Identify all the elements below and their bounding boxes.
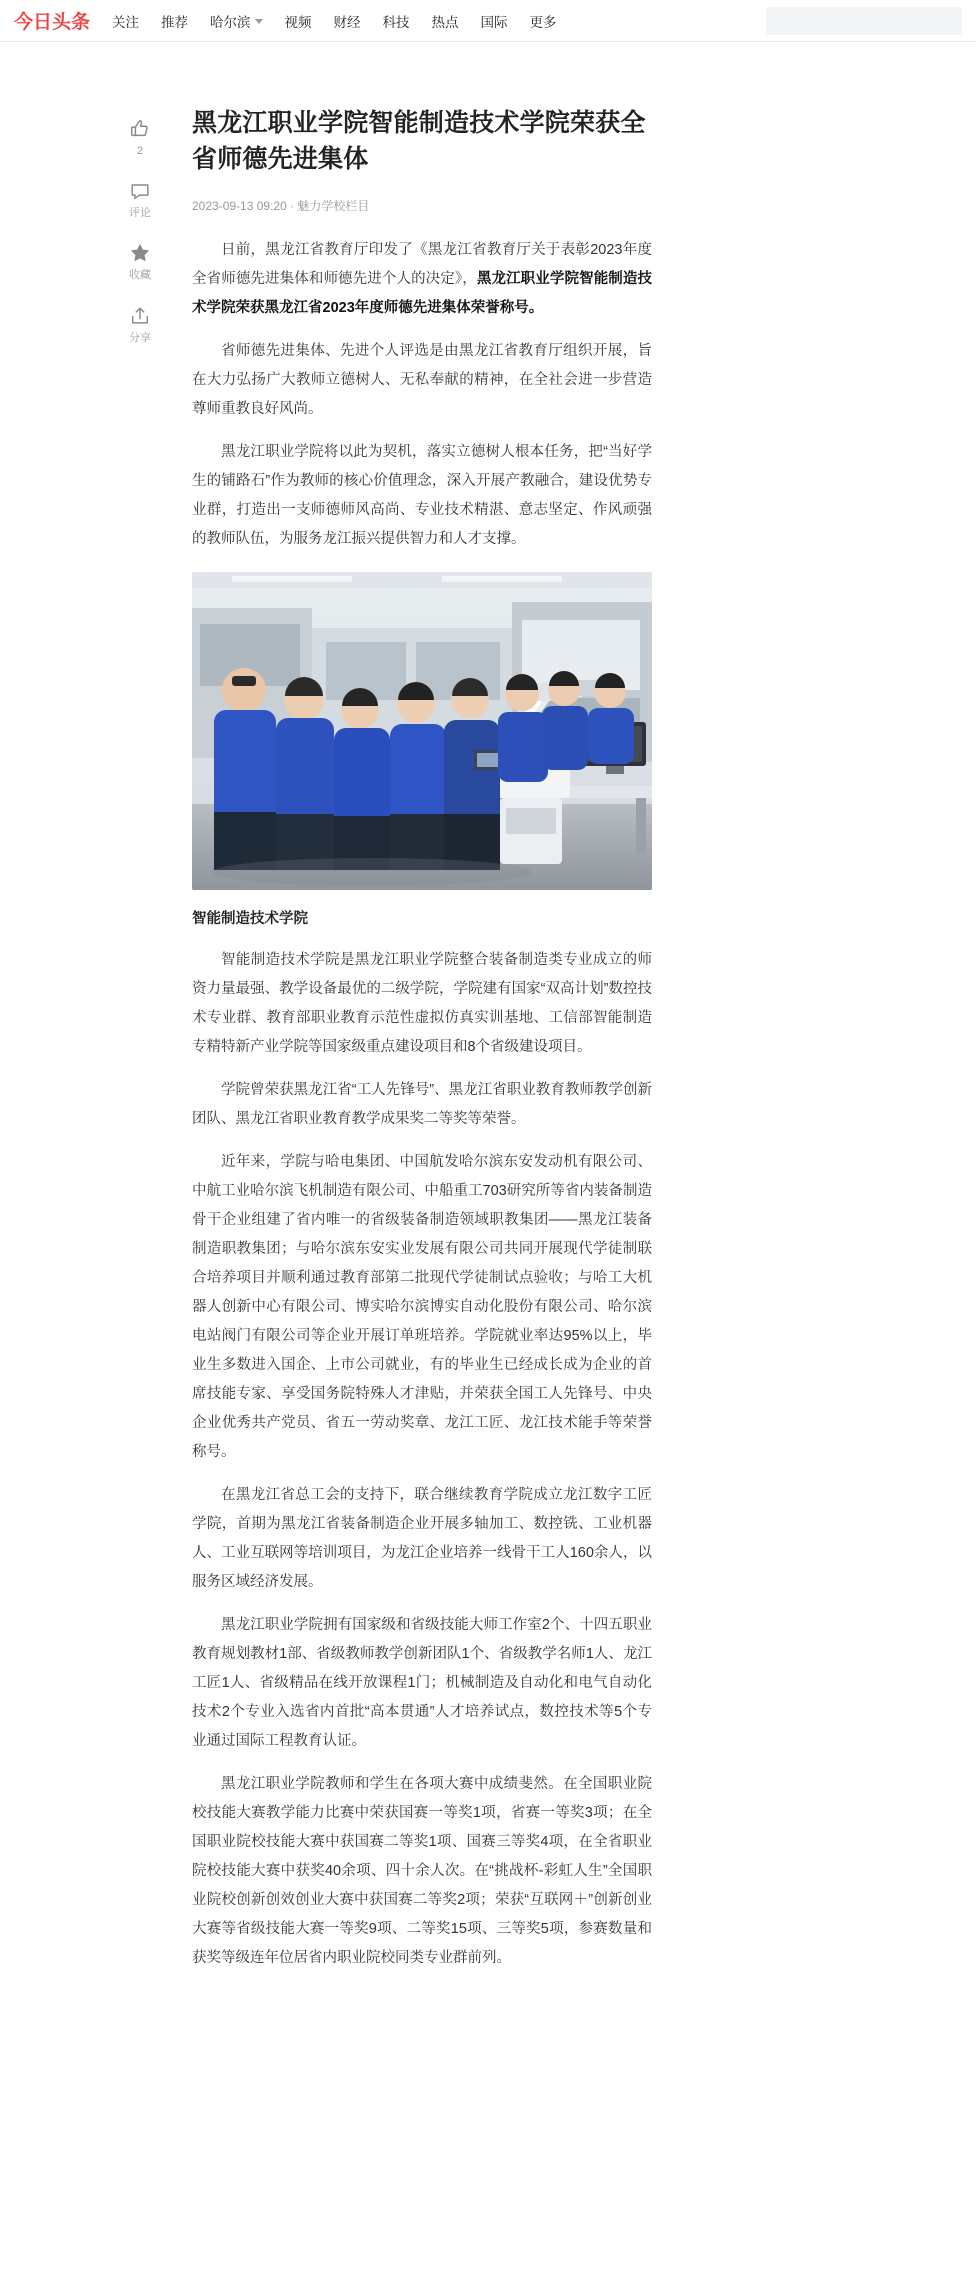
nav-item-6[interactable] xyxy=(432,11,459,31)
nav-item-3[interactable] xyxy=(285,11,312,31)
share-icon xyxy=(127,303,153,329)
nav-item-label: 视频 xyxy=(284,14,312,30)
nav-item-label: 哈尔滨 xyxy=(210,14,251,30)
paragraph-text: 智能制造技术学院是黑龙江职业学院整合装备制造类专业成立的师资力量最强、教学设备最优的二级学院，学院建有国家“双高计划”数控技术专业群、教育部职业教育示范性虚拟仿真实训基地、工信部智能制造专精特新产业学院等国家级重点建设项目和8个省级建设项目。 xyxy=(192,952,652,1056)
nav-item-label: 财经 xyxy=(333,14,361,30)
nav-item-4[interactable] xyxy=(334,11,361,31)
favorite-label: 收藏 xyxy=(129,269,151,282)
article-paragraph xyxy=(192,337,652,424)
article-paragraph xyxy=(192,236,652,323)
nav-item-label: 国际 xyxy=(480,14,508,30)
search-input[interactable] xyxy=(766,7,962,35)
nav-item-label: 热点 xyxy=(431,14,459,30)
action-rail xyxy=(117,116,163,345)
article-photo xyxy=(192,572,652,890)
article-paragraph xyxy=(192,1770,652,1973)
comment-label: 评论 xyxy=(129,207,151,220)
paragraph-text: 黑龙江职业学院拥有国家级和省级技能大师工作室2个、十四五职业教育规划教材1部、省级教师教学创新团队1个、省级教学名师1人、龙江工匠1人、省级精品在线开放课程1门；机械制造及自动化和电气自动化技术2个专业入选省内首批“高本贯通”人才培养试点，数控技术等5个专业通过国际工程教育认证。 xyxy=(192,1617,652,1750)
nav-item-5[interactable] xyxy=(383,11,410,31)
nav-item-2[interactable] xyxy=(210,11,263,31)
star-icon xyxy=(127,240,153,266)
paragraph-text: 学院曾荣获黑龙江省“工人先锋号”、黑龙江省职业教育教师教学创新团队、黑龙江省职业教育教学成果奖二等奖等荣誉。 xyxy=(192,1082,652,1128)
paragraph-emphasis: 黑龙江职业学院智能制造技术学院荣获黑龙江省2023年度师德先进集体荣誉称号。 xyxy=(192,271,653,316)
article-paragraph xyxy=(192,1611,652,1756)
article-paragraph xyxy=(192,1148,652,1467)
like-count: 2 xyxy=(136,145,144,157)
paragraph-text: 在黑龙江省总工会的支持下，联合继续教育学院成立龙江数字工匠学院，首期为黑龙江省装备制造企业开展多轴加工、数控铣、工业机器人、工业互联网等培训项目，为龙江企业培养一线骨干工人160余人，以服务区域经济发展。 xyxy=(192,1487,652,1591)
thumbs-up-icon xyxy=(127,116,153,142)
top-navigation-bar xyxy=(0,0,976,42)
share-button[interactable] xyxy=(127,303,153,345)
comment-button[interactable] xyxy=(127,178,153,220)
paragraph-text: 近年来，学院与哈电集团、中国航发哈尔滨东安发动机有限公司、中航工业哈尔滨飞机制造有限公司、中船重工703研究所等省内装备制造骨干企业组建了省内唯一的省级装备制造领域职教集团——黑龙江装备制造职教集团；与哈尔滨东安实业发展有限公司共同开展现代学徒制联合培养项目并顺利通过教育部第二批现代学徒制试点验收；与哈工大机器人创新中心有限公司、博实哈尔滨博实自动化股份有限公司、哈尔滨电站阀门有限公司等企业开展订单班培养。学院就业率达95%以上，毕业生多数进入国企、上市公司就业，有的毕业生已经成长成为企业的首席技能专家、享受国务院特殊人才津贴，并荣获全国工人先锋号、中央企业优秀共产党员、省五一劳动奖章、龙江工匠、龙江技术能手等荣誉称号。 xyxy=(192,1154,652,1461)
nav-item-0[interactable] xyxy=(112,11,139,31)
like-button[interactable] xyxy=(127,116,153,158)
site-logo[interactable]: 今日头条 xyxy=(14,12,91,33)
nav-item-label: 关注 xyxy=(112,14,140,30)
article-paragraphs-before-figure xyxy=(192,236,652,554)
paragraph-text: 日前，黑龙江省教育厅印发了《黑龙江省教育厅关于表彰2023年度全省师德先进集体和师德先进个人的决定》， xyxy=(192,242,652,287)
article-meta: 2023-09-13 09:20 · 魅力学校栏目 xyxy=(192,199,370,213)
page-title: 黑龙江职业学院智能制造技术学院荣获全省师德先进集体 xyxy=(192,109,646,173)
nav-item-1[interactable] xyxy=(161,11,188,31)
article-body xyxy=(192,42,652,1973)
nav-list xyxy=(112,11,557,31)
favorite-button[interactable] xyxy=(127,240,153,282)
nav-item-8[interactable] xyxy=(530,11,557,31)
article-paragraph xyxy=(192,438,652,554)
nav-item-label: 更多 xyxy=(529,14,557,30)
nav-item-label: 科技 xyxy=(382,14,410,30)
paragraph-text: 黑龙江职业学院将以此为契机，落实立德树人根本任务，把“当好学生的铺路石”作为教师的核心价值理念，深入开展产教融合，建设优势专业群，打造出一支师德师风高尚、专业技术精湛、意志坚定、作风顽强的教师队伍，为服务龙江振兴提供智力和人才支撑。 xyxy=(192,444,652,547)
article-paragraph xyxy=(192,1076,652,1134)
share-label: 分享 xyxy=(129,331,151,344)
nav-item-label: 推荐 xyxy=(161,14,189,30)
figure-caption: 智能制造技术学院 xyxy=(192,911,308,927)
article-paragraph xyxy=(192,1481,652,1597)
chevron-down-icon[interactable] xyxy=(255,19,263,24)
paragraph-text: 省师德先进集体、先进个人评选是由黑龙江省教育厅组织开展，旨在大力弘扬广大教师立德树人、无私奉献的精神，在全社会进一步营造尊师重教良好风尚。 xyxy=(192,343,652,417)
article-paragraphs-after-figure xyxy=(192,946,652,1973)
article-paragraph xyxy=(192,946,652,1062)
article-page xyxy=(0,42,976,2027)
nav-item-7[interactable] xyxy=(481,11,508,31)
comment-icon xyxy=(127,178,153,204)
paragraph-text: 黑龙江职业学院教师和学生在各项大赛中成绩斐然。在全国职业院校技能大赛教学能力比赛中荣获国赛一等奖1项，省赛一等奖3项；在全国职业院校技能大赛中获国赛二等奖1项、国赛三等奖4项，在全省职业院校技能大赛中获奖40余项、四十余人次。在“挑战杯-彩虹人生”全国职业院校创新创效创业大赛中获国赛二等奖2项；荣获“互联网＋”创新创业大赛等省级技能大赛一等奖9项、二等奖15项、三等奖5项，参赛数量和获奖等级连年位居省内职业院校同类专业群前列。 xyxy=(192,1776,652,1967)
article-figure xyxy=(192,572,652,932)
